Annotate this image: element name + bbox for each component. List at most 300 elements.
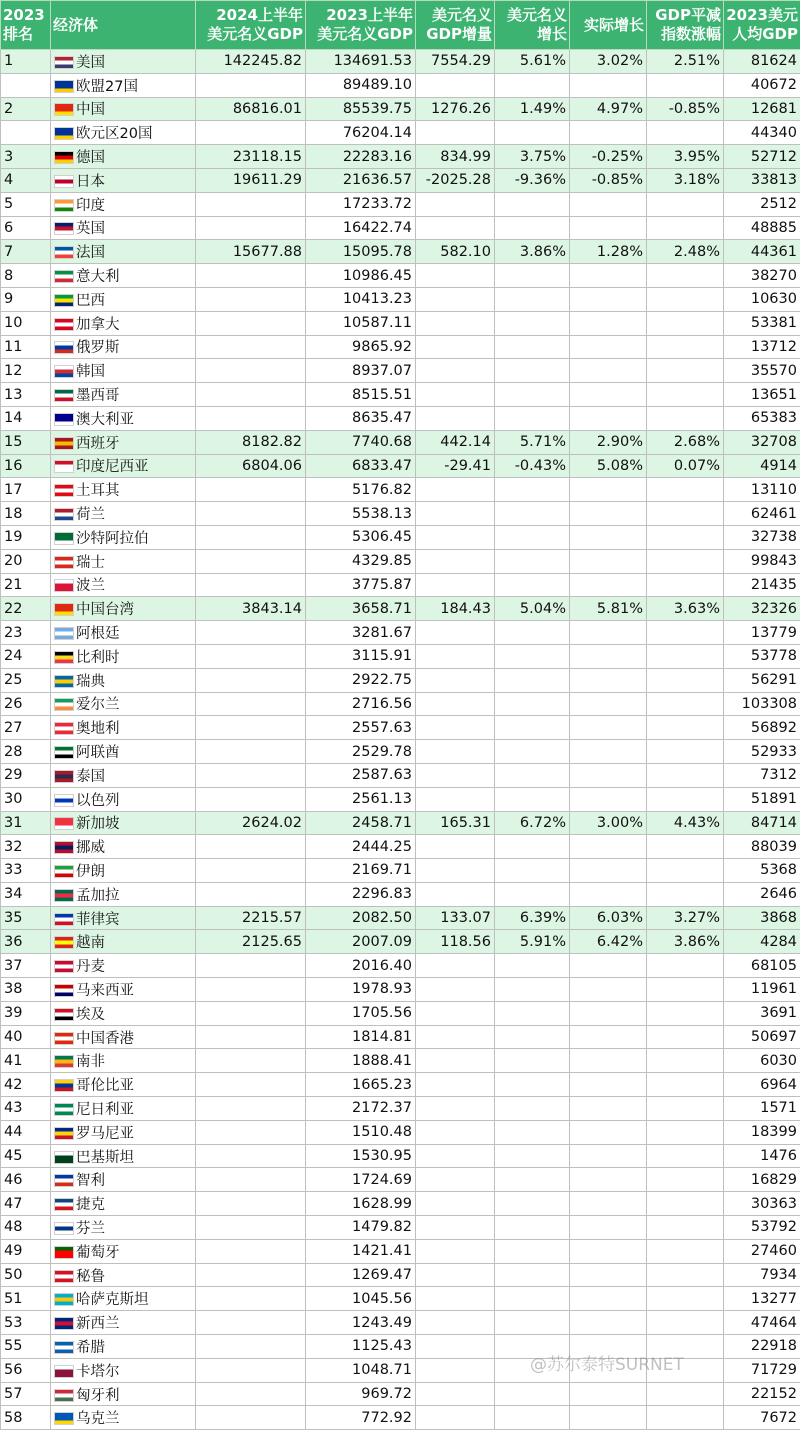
cell-economy <box>51 145 196 169</box>
flag-icon <box>54 1246 74 1259</box>
cell-deflator: 2.51% <box>647 50 724 74</box>
economy-name: 瑞士 <box>76 555 105 571</box>
cell-gdp-increment <box>416 1358 495 1382</box>
cell-nominal-growth <box>495 525 570 549</box>
cell-nominal-growth: 5.61% <box>495 50 570 74</box>
cell-per-capita: 30363 <box>724 1192 800 1216</box>
cell-gdp-2024h1 <box>196 1311 306 1335</box>
economy-name: 伊朗 <box>76 864 105 880</box>
cell-gdp-increment <box>416 716 495 740</box>
economy-name: 卡塔尔 <box>76 1364 120 1380</box>
table-row <box>1 287 800 311</box>
flag-icon <box>54 532 74 545</box>
cell-real-growth <box>570 573 647 597</box>
cell-nominal-growth <box>495 621 570 645</box>
cell-rank: 3 <box>1 145 51 169</box>
table-row <box>1 383 800 407</box>
cell-deflator <box>647 1073 724 1097</box>
cell-gdp-2024h1: 6804.06 <box>196 454 306 478</box>
cell-gdp-2023h1: 1243.49 <box>306 1311 416 1335</box>
cell-gdp-2024h1 <box>196 1287 306 1311</box>
cell-gdp-2024h1 <box>196 644 306 668</box>
cell-per-capita: 13779 <box>724 621 800 645</box>
cell-rank: 15 <box>1 430 51 454</box>
flag-icon <box>54 175 74 188</box>
cell-real-growth: 6.03% <box>570 906 647 930</box>
cell-economy <box>51 430 196 454</box>
header-gdp-2024h1-line-1: 2024上半年 <box>198 6 303 25</box>
cell-real-growth <box>570 692 647 716</box>
flag-icon <box>54 603 74 616</box>
flag-icon <box>54 1055 74 1068</box>
cell-per-capita: 40672 <box>724 73 800 97</box>
flag-icon <box>54 1317 74 1330</box>
cell-rank: 29 <box>1 763 51 787</box>
cell-gdp-2024h1 <box>196 1001 306 1025</box>
economy-name: 奥地利 <box>76 721 120 737</box>
cell-real-growth <box>570 383 647 407</box>
cell-per-capita: 56291 <box>724 668 800 692</box>
cell-rank: 20 <box>1 549 51 573</box>
economy-name: 中国香港 <box>76 1031 134 1047</box>
cell-rank: 58 <box>1 1406 51 1430</box>
flag-icon <box>54 508 74 521</box>
cell-nominal-growth <box>495 835 570 859</box>
cell-gdp-2024h1 <box>196 1049 306 1073</box>
cell-nominal-growth <box>495 1049 570 1073</box>
cell-nominal-growth <box>495 1311 570 1335</box>
cell-nominal-growth <box>495 1239 570 1263</box>
cell-gdp-2023h1: 134691.53 <box>306 50 416 74</box>
cell-economy <box>51 287 196 311</box>
cell-economy <box>51 1120 196 1144</box>
cell-gdp-2023h1: 76204.14 <box>306 121 416 145</box>
flag-icon <box>54 936 74 949</box>
cell-rank: 4 <box>1 168 51 192</box>
cell-gdp-increment: -2025.28 <box>416 168 495 192</box>
flag-icon <box>54 127 74 140</box>
cell-gdp-2023h1: 772.92 <box>306 1406 416 1430</box>
cell-deflator <box>647 311 724 335</box>
cell-real-growth: 5.81% <box>570 597 647 621</box>
flag-icon <box>54 1198 74 1211</box>
cell-rank: 2 <box>1 97 51 121</box>
flag-icon <box>54 365 74 378</box>
cell-rank: 16 <box>1 454 51 478</box>
cell-gdp-2024h1 <box>196 1358 306 1382</box>
cell-gdp-increment <box>416 1049 495 1073</box>
cell-gdp-increment <box>416 668 495 692</box>
cell-gdp-2024h1 <box>196 692 306 716</box>
cell-nominal-growth: -9.36% <box>495 168 570 192</box>
table-row <box>1 930 800 954</box>
cell-nominal-growth: 3.86% <box>495 240 570 264</box>
cell-gdp-2024h1 <box>196 859 306 883</box>
cell-gdp-2024h1 <box>196 383 306 407</box>
cell-gdp-2024h1 <box>196 787 306 811</box>
cell-gdp-2024h1: 2624.02 <box>196 811 306 835</box>
cell-gdp-increment <box>416 1001 495 1025</box>
cell-rank: 11 <box>1 335 51 359</box>
cell-per-capita: 44361 <box>724 240 800 264</box>
cell-real-growth <box>570 668 647 692</box>
cell-deflator <box>647 692 724 716</box>
cell-real-growth: 1.28% <box>570 240 647 264</box>
cell-rank: 34 <box>1 882 51 906</box>
cell-economy <box>51 692 196 716</box>
cell-gdp-2023h1: 8515.51 <box>306 383 416 407</box>
cell-nominal-growth <box>495 1001 570 1025</box>
economy-name: 芬兰 <box>76 1221 105 1237</box>
cell-rank: 6 <box>1 216 51 240</box>
cell-per-capita: 103308 <box>724 692 800 716</box>
cell-deflator <box>647 644 724 668</box>
cell-gdp-increment <box>416 1382 495 1406</box>
flag-icon <box>54 579 74 592</box>
cell-economy <box>51 97 196 121</box>
flag-icon <box>54 80 74 93</box>
cell-gdp-2024h1 <box>196 1025 306 1049</box>
header-gdp-2024h1 <box>196 1 306 50</box>
cell-deflator <box>647 1025 724 1049</box>
cell-economy <box>51 1192 196 1216</box>
cell-nominal-growth: 6.39% <box>495 906 570 930</box>
cell-economy <box>51 1239 196 1263</box>
table-row <box>1 859 800 883</box>
cell-deflator: 2.68% <box>647 430 724 454</box>
economy-name: 欧元区20国 <box>76 126 152 142</box>
header-economy <box>51 1 196 50</box>
cell-real-growth <box>570 978 647 1002</box>
cell-gdp-increment <box>416 1287 495 1311</box>
economy-name: 欧盟27国 <box>76 79 138 95</box>
cell-gdp-2024h1 <box>196 1192 306 1216</box>
table-body <box>1 50 800 1430</box>
cell-nominal-growth <box>495 406 570 430</box>
cell-economy <box>51 192 196 216</box>
cell-deflator <box>647 406 724 430</box>
header-real-growth-line-1: 实际增长 <box>572 16 644 35</box>
cell-economy <box>51 668 196 692</box>
cell-per-capita: 53792 <box>724 1216 800 1240</box>
cell-deflator <box>647 1216 724 1240</box>
cell-rank: 25 <box>1 668 51 692</box>
cell-economy <box>51 573 196 597</box>
cell-rank: 49 <box>1 1239 51 1263</box>
flag-icon <box>54 627 74 640</box>
cell-gdp-increment <box>416 644 495 668</box>
cell-real-growth <box>570 311 647 335</box>
economy-name: 秘鲁 <box>76 1269 105 1285</box>
header-deflator-line-1: GDP平减 <box>649 6 721 25</box>
cell-gdp-2023h1: 7740.68 <box>306 430 416 454</box>
cell-gdp-2024h1 <box>196 835 306 859</box>
cell-gdp-2024h1 <box>196 525 306 549</box>
cell-gdp-2023h1: 4329.85 <box>306 549 416 573</box>
cell-real-growth <box>570 335 647 359</box>
flag-icon <box>54 722 74 735</box>
cell-rank: 13 <box>1 383 51 407</box>
flag-icon <box>54 960 74 973</box>
cell-nominal-growth <box>495 1120 570 1144</box>
cell-real-growth <box>570 216 647 240</box>
cell-economy <box>51 859 196 883</box>
economy-name: 埃及 <box>76 1007 105 1023</box>
cell-gdp-increment <box>416 1192 495 1216</box>
cell-gdp-2024h1: 3843.14 <box>196 597 306 621</box>
cell-real-growth: 2.90% <box>570 430 647 454</box>
cell-gdp-increment <box>416 335 495 359</box>
cell-economy <box>51 835 196 859</box>
cell-real-growth <box>570 73 647 97</box>
cell-economy <box>51 502 196 526</box>
cell-economy <box>51 763 196 787</box>
economy-name: 阿联酋 <box>76 745 120 761</box>
cell-nominal-growth: 3.75% <box>495 145 570 169</box>
cell-real-growth <box>570 621 647 645</box>
cell-per-capita: 32738 <box>724 525 800 549</box>
cell-nominal-growth <box>495 383 570 407</box>
cell-gdp-2023h1: 89489.10 <box>306 73 416 97</box>
cell-economy <box>51 811 196 835</box>
cell-economy <box>51 359 196 383</box>
cell-per-capita: 65383 <box>724 406 800 430</box>
economy-name: 印度 <box>76 198 105 214</box>
table-row <box>1 906 800 930</box>
cell-gdp-2024h1 <box>196 478 306 502</box>
header-per-capita-line-1: 2023美元 <box>726 6 798 25</box>
cell-nominal-growth <box>495 359 570 383</box>
cell-nominal-growth <box>495 1263 570 1287</box>
header-rank <box>1 1 51 50</box>
cell-per-capita: 7934 <box>724 1263 800 1287</box>
economy-name: 巴基斯坦 <box>76 1150 134 1166</box>
economy-name: 日本 <box>76 174 105 190</box>
cell-gdp-2024h1 <box>196 192 306 216</box>
cell-per-capita: 53381 <box>724 311 800 335</box>
cell-gdp-2023h1: 1888.41 <box>306 1049 416 1073</box>
cell-per-capita: 13110 <box>724 478 800 502</box>
cell-gdp-increment: -29.41 <box>416 454 495 478</box>
cell-real-growth <box>570 1263 647 1287</box>
cell-per-capita: 5368 <box>724 859 800 883</box>
cell-gdp-increment <box>416 692 495 716</box>
table-row <box>1 716 800 740</box>
cell-gdp-increment <box>416 287 495 311</box>
cell-real-growth <box>570 264 647 288</box>
flag-icon <box>54 484 74 497</box>
flag-icon <box>54 1389 74 1402</box>
cell-gdp-2023h1: 10413.23 <box>306 287 416 311</box>
table-row <box>1 1049 800 1073</box>
header-rank-line-2: 排名 <box>3 25 48 44</box>
cell-deflator <box>647 1239 724 1263</box>
cell-gdp-2023h1: 2557.63 <box>306 716 416 740</box>
economy-name: 波兰 <box>76 578 105 594</box>
economy-name: 巴西 <box>76 293 105 309</box>
cell-nominal-growth <box>495 1216 570 1240</box>
cell-economy <box>51 906 196 930</box>
flag-icon <box>54 1151 74 1164</box>
cell-gdp-increment <box>416 1335 495 1359</box>
table-row <box>1 430 800 454</box>
cell-nominal-growth <box>495 216 570 240</box>
economy-name: 印度尼西亚 <box>76 459 149 475</box>
table-row <box>1 978 800 1002</box>
cell-per-capita: 3691 <box>724 1001 800 1025</box>
cell-rank: 30 <box>1 787 51 811</box>
cell-economy <box>51 335 196 359</box>
cell-gdp-2023h1: 16422.74 <box>306 216 416 240</box>
cell-real-growth <box>570 644 647 668</box>
cell-real-growth <box>570 787 647 811</box>
cell-deflator: 3.18% <box>647 168 724 192</box>
cell-gdp-2024h1 <box>196 1239 306 1263</box>
cell-rank: 36 <box>1 930 51 954</box>
economy-name: 菲律宾 <box>76 912 120 928</box>
cell-per-capita: 2646 <box>724 882 800 906</box>
cell-deflator <box>647 335 724 359</box>
cell-real-growth <box>570 1073 647 1097</box>
header-deflator <box>647 1 724 50</box>
cell-gdp-2024h1 <box>196 1382 306 1406</box>
cell-gdp-2024h1 <box>196 1263 306 1287</box>
cell-gdp-2023h1: 17233.72 <box>306 192 416 216</box>
cell-deflator <box>647 1001 724 1025</box>
cell-nominal-growth <box>495 1097 570 1121</box>
flag-icon <box>54 1341 74 1354</box>
cell-deflator <box>647 954 724 978</box>
cell-rank: 28 <box>1 740 51 764</box>
cell-gdp-2024h1: 23118.15 <box>196 145 306 169</box>
flag-icon <box>54 151 74 164</box>
cell-nominal-growth <box>495 73 570 97</box>
cell-economy <box>51 311 196 335</box>
cell-economy <box>51 930 196 954</box>
cell-real-growth <box>570 740 647 764</box>
cell-gdp-increment <box>416 835 495 859</box>
header-gdp-2024h1-line-2: 美元名义GDP <box>198 25 303 44</box>
cell-deflator <box>647 978 724 1002</box>
header-gdp-2023h1-line-1: 2023上半年 <box>308 6 413 25</box>
cell-per-capita: 13277 <box>724 1287 800 1311</box>
flag-icon <box>54 794 74 807</box>
cell-real-growth <box>570 1001 647 1025</box>
cell-economy <box>51 1216 196 1240</box>
header-real-growth <box>570 1 647 50</box>
cell-economy <box>51 73 196 97</box>
cell-per-capita: 1476 <box>724 1144 800 1168</box>
cell-gdp-2024h1 <box>196 978 306 1002</box>
cell-gdp-2023h1: 1814.81 <box>306 1025 416 1049</box>
cell-economy <box>51 1311 196 1335</box>
economy-name: 希腊 <box>76 1340 105 1356</box>
table-row <box>1 478 800 502</box>
table-row <box>1 406 800 430</box>
cell-gdp-increment <box>416 311 495 335</box>
cell-gdp-2023h1: 8937.07 <box>306 359 416 383</box>
cell-deflator: -0.85% <box>647 97 724 121</box>
economy-name: 英国 <box>76 221 105 237</box>
cell-real-growth: 6.42% <box>570 930 647 954</box>
cell-gdp-2023h1: 1048.71 <box>306 1358 416 1382</box>
table-row <box>1 835 800 859</box>
flag-icon <box>54 1103 74 1116</box>
cell-real-growth <box>570 954 647 978</box>
cell-gdp-increment: 1276.26 <box>416 97 495 121</box>
cell-rank: 38 <box>1 978 51 1002</box>
cell-per-capita: 50697 <box>724 1025 800 1049</box>
cell-real-growth: -0.25% <box>570 145 647 169</box>
cell-real-growth <box>570 835 647 859</box>
cell-rank: 41 <box>1 1049 51 1073</box>
cell-real-growth <box>570 525 647 549</box>
cell-gdp-2024h1 <box>196 716 306 740</box>
economy-name: 墨西哥 <box>76 388 120 404</box>
table-row <box>1 1001 800 1025</box>
cell-per-capita: 84714 <box>724 811 800 835</box>
table-row <box>1 50 800 74</box>
table-row <box>1 97 800 121</box>
cell-gdp-2023h1: 1665.23 <box>306 1073 416 1097</box>
cell-gdp-increment <box>416 383 495 407</box>
flag-icon <box>54 1032 74 1045</box>
cell-deflator <box>647 383 724 407</box>
cell-deflator <box>647 73 724 97</box>
cell-gdp-increment: 834.99 <box>416 145 495 169</box>
cell-nominal-growth <box>495 644 570 668</box>
cell-deflator <box>647 1120 724 1144</box>
flag-icon <box>54 817 74 830</box>
cell-nominal-growth <box>495 1192 570 1216</box>
cell-economy <box>51 716 196 740</box>
economy-name: 阿根廷 <box>76 626 120 642</box>
cell-rank: 31 <box>1 811 51 835</box>
cell-gdp-2023h1: 2016.40 <box>306 954 416 978</box>
cell-rank: 46 <box>1 1168 51 1192</box>
cell-gdp-increment <box>416 1239 495 1263</box>
economy-name: 哈萨克斯坦 <box>76 1292 149 1308</box>
cell-real-growth: 5.08% <box>570 454 647 478</box>
table-row <box>1 1073 800 1097</box>
cell-rank: 53 <box>1 1311 51 1335</box>
cell-gdp-increment <box>416 73 495 97</box>
cell-gdp-increment <box>416 1263 495 1287</box>
cell-deflator: 3.27% <box>647 906 724 930</box>
cell-nominal-growth <box>495 549 570 573</box>
flag-icon <box>54 1079 74 1092</box>
cell-per-capita: 53778 <box>724 644 800 668</box>
cell-gdp-2023h1: 3775.87 <box>306 573 416 597</box>
cell-gdp-2024h1 <box>196 1097 306 1121</box>
cell-per-capita: 48885 <box>724 216 800 240</box>
cell-deflator <box>647 882 724 906</box>
table-row <box>1 1406 800 1430</box>
cell-gdp-increment <box>416 264 495 288</box>
cell-gdp-2024h1 <box>196 1335 306 1359</box>
economy-name: 沙特阿拉伯 <box>76 531 149 547</box>
cell-economy <box>51 1025 196 1049</box>
cell-real-growth <box>570 763 647 787</box>
cell-economy <box>51 264 196 288</box>
cell-rank: 17 <box>1 478 51 502</box>
table-row <box>1 573 800 597</box>
cell-gdp-2024h1 <box>196 1144 306 1168</box>
cell-rank: 21 <box>1 573 51 597</box>
table-row <box>1 740 800 764</box>
cell-deflator <box>647 525 724 549</box>
cell-gdp-2024h1: 2215.57 <box>196 906 306 930</box>
